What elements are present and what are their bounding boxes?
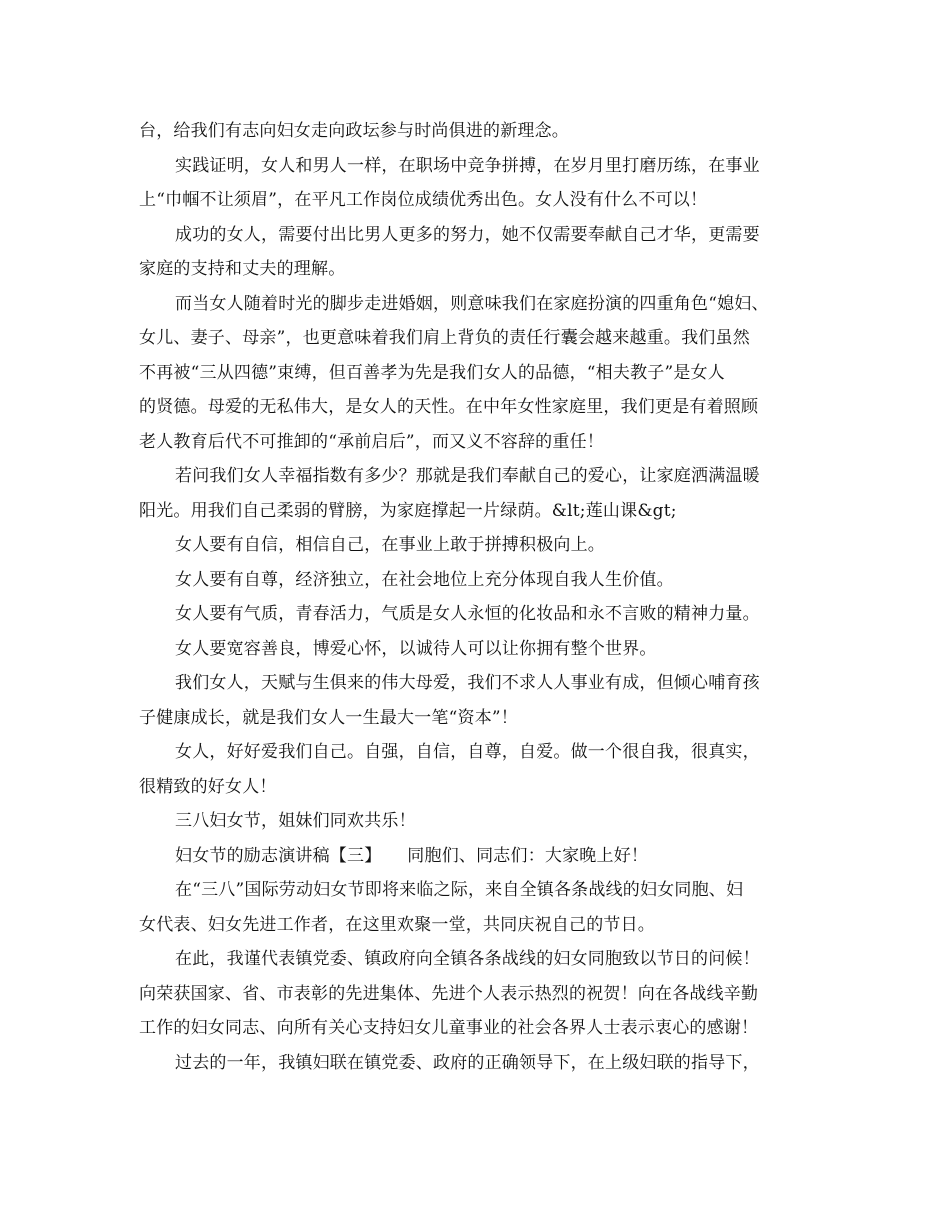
text-line: 在“三八”国际劳动妇女节即将来临之际，来自全镇各条战线的妇女同胞、妇 bbox=[175, 880, 744, 900]
text-line: 我们女人，天赋与生俱来的伟大母爱，我们不求人人事业有成，但倾心哺育孩 bbox=[175, 673, 760, 693]
text-line: 若问我们女人幸福指数有多少？那就是我们奉献自己的爱心，让家庭洒满温暖 bbox=[175, 466, 760, 486]
text-line: 女人，好好爱我们自己。自强，自信，自尊，自爱。做一个很自我，很真实， bbox=[175, 742, 760, 762]
text-line: 老人教育后代不可推卸的“承前启后”，而又义不容辞的重任！ bbox=[139, 431, 604, 452]
text-line: 女人要有自尊，经济独立，在社会地位上充分体现自我人生价值。 bbox=[175, 569, 674, 590]
text-line: 女代表、妇女先进工作者，在这里欢聚一堂，共同庆祝自己的节日。 bbox=[139, 914, 655, 935]
section-heading-line: 妇女节的励志演讲稿【三】 同胞们、同志们：大家晚上好！ bbox=[175, 845, 649, 866]
text-line: 在此，我谨代表镇党委、镇政府向全镇各条战线的妇女同胞致以节日的问候！ bbox=[175, 949, 760, 969]
text-line: 很精致的好女人！ bbox=[139, 776, 277, 797]
text-line: 向荣获国家、省、市表彰的先进集体、先进个人表示热烈的祝贺！向在各战线辛勤 bbox=[139, 983, 759, 1004]
text-line: 工作的妇女同志、向所有关心支持妇女儿童事业的社会各界人士表示衷心的感谢！ bbox=[139, 1018, 759, 1038]
text-line: 台，给我们有志向妇女走向政坛参与时尚俱进的新理念。 bbox=[139, 121, 569, 141]
text-line: 女人要宽容善良，博爱心怀，以诚待人可以让你拥有整个世界。 bbox=[175, 638, 657, 659]
text-line: 女人要有自信，相信自己，在事业上敢于拼搏积极向上。 bbox=[175, 535, 605, 555]
text-line: 的贤德。母爱的无私伟大，是女人的天性。在中年女性家庭里，我们更是有着照顾 bbox=[139, 397, 759, 417]
text-line: 女儿、妻子、母亲”，也更意味着我们肩上背负的责任行囊会越来越重。我们虽然 bbox=[139, 328, 750, 348]
text-line: 女人要有气质，青春活力，气质是女人永恒的化妆品和永不言败的精神力量。 bbox=[175, 604, 760, 624]
text-line: 三八妇女节，姐妹们同欢共乐！ bbox=[175, 811, 416, 831]
text-line: 过去的一年，我镇妇联在镇党委、政府的正确领导下，在上级妇联的指导下， bbox=[175, 1052, 760, 1073]
document-body bbox=[139, 114, 819, 1080]
text-line: 不再被“三从四德”束缚，但百善孝为先是我们女人的品德，“相夫教子”是女人 bbox=[139, 362, 725, 383]
text-line: 家庭的支持和丈夫的理解。 bbox=[139, 259, 346, 279]
text-line: 成功的女人，需要付出比男人更多的努力，她不仅需要奉献自己才华，更需要 bbox=[175, 224, 760, 245]
text-line: 子健康成长，就是我们女人一生最大一笔“资本”！ bbox=[139, 707, 518, 728]
text-line: 实践证明，女人和男人一样，在职场中竞争拼搏，在岁月里打磨历练，在事业 bbox=[175, 155, 760, 176]
text-line: 而当女人随着时光的脚步走进婚姻，则意味我们在家庭扮演的四重角色“媳妇、 bbox=[175, 293, 769, 314]
text-line: 阳光。用我们自己柔弱的臂膀，为家庭撑起一片绿荫。&lt;莲山课&gt; bbox=[139, 500, 677, 521]
text-line: 上“巾帼不让须眉”，在平凡工作岗位成绩优秀出色。女人没有什么不可以！ bbox=[139, 190, 708, 210]
